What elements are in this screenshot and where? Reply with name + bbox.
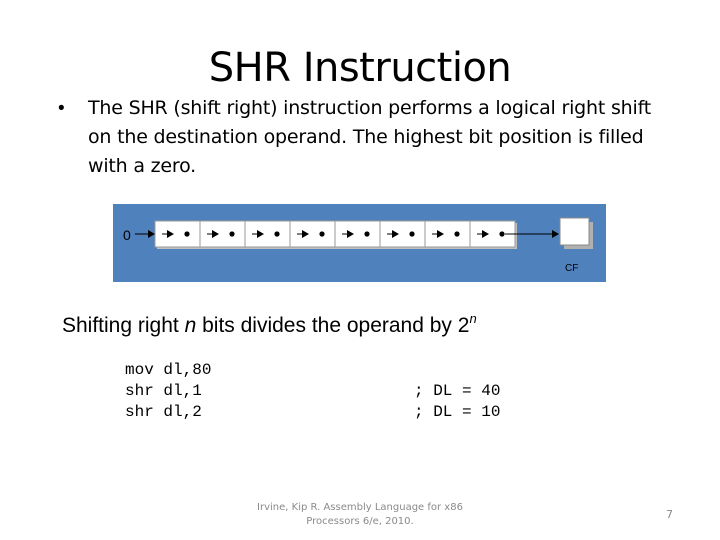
bit-cell — [200, 221, 247, 249]
shift-statement-prefix: Shifting right — [62, 314, 185, 337]
bit-dot — [274, 231, 279, 236]
shift-diagram-graphic — [113, 204, 606, 282]
code-comment: ; DL = 40 — [414, 382, 501, 400]
shift-right-diagram — [113, 204, 606, 282]
bit-cell — [425, 221, 472, 249]
bit-dot — [499, 231, 504, 236]
carry-flag-label: CF — [565, 263, 579, 274]
shift-statement-middle: bits divides the operand by 2 — [196, 314, 470, 337]
code-comments — [414, 381, 500, 423]
bit-dot — [319, 231, 324, 236]
footer-citation: Irvine, Kip R. Assembly Language for x86 Processors 6/e, 2010. — [257, 502, 463, 527]
bullet-item — [58, 94, 678, 181]
bit-cell — [380, 221, 427, 249]
bit-cell — [470, 221, 517, 249]
bullet-icon: • — [58, 98, 65, 119]
fill-zero-label: 0 — [123, 227, 131, 243]
bit-dot — [364, 231, 369, 236]
shift-statement — [62, 311, 477, 341]
bit-cell — [245, 221, 292, 249]
code-block — [125, 360, 211, 423]
bit-dot — [184, 231, 189, 236]
shift-exponent: n — [469, 311, 477, 326]
page-number: 7 — [666, 508, 673, 521]
shift-variable-n: n — [184, 314, 197, 337]
code-comment: ; DL = 10 — [414, 403, 501, 421]
bit-cell — [290, 221, 337, 249]
bit-dot — [454, 231, 459, 236]
bit-cell — [335, 221, 382, 249]
code-line: mov dl,80 — [125, 361, 212, 379]
register-bits — [155, 221, 517, 249]
code-line: shr dl,2 — [125, 403, 202, 421]
bit-cell — [155, 221, 202, 249]
slide-title: SHR Instruction — [208, 45, 512, 91]
carry-flag-box — [560, 218, 593, 249]
bit-dot — [229, 231, 234, 236]
bit-dot — [409, 231, 414, 236]
bullet-text: The SHR (shift right) instruction performs a logical right shift on the destination operand. The highest bit position is filled with a zero. — [88, 97, 651, 177]
code-line: shr dl,1 — [125, 382, 202, 400]
